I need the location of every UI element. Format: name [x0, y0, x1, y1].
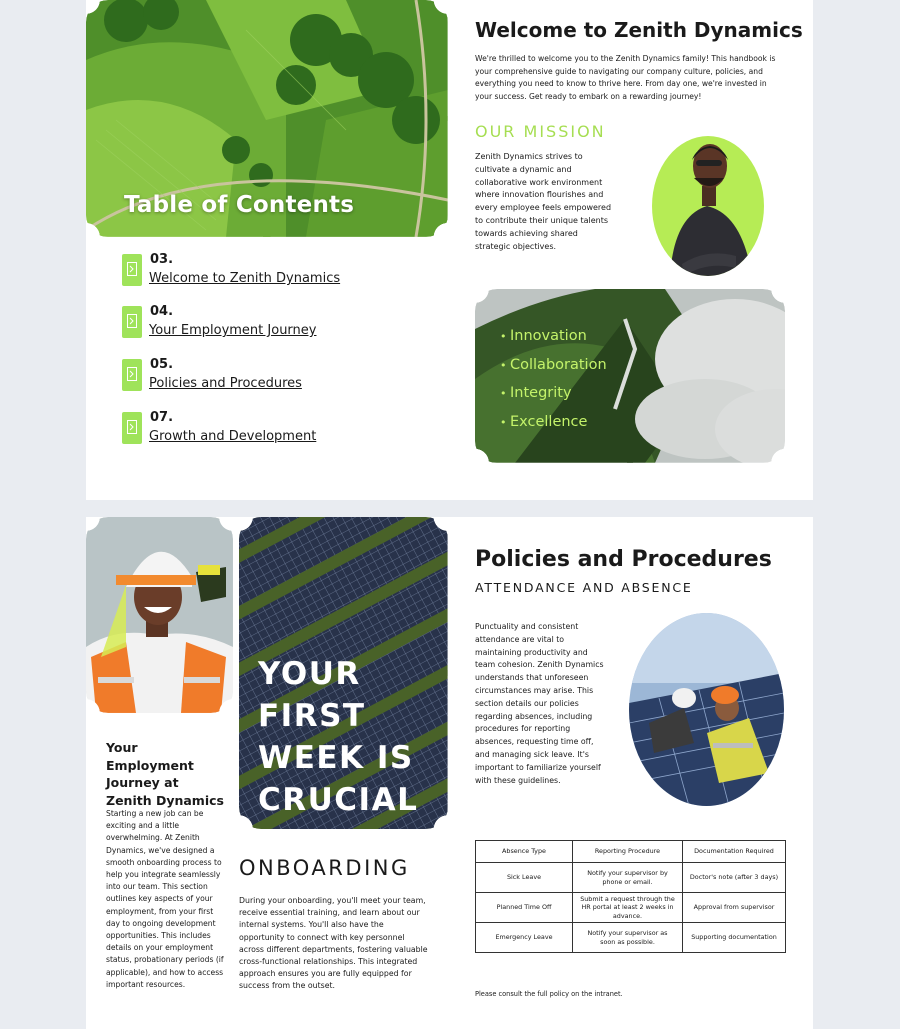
toc-page-number: 04. — [150, 304, 174, 319]
table-cell: Submit a request through the HR portal at least 2 weeks in advance. — [573, 893, 683, 923]
toc-link-label[interactable]: Your Employment Journey — [149, 323, 317, 338]
table-cell: Emergency Leave — [476, 923, 573, 953]
column-header: Documentation Required — [683, 841, 786, 863]
table-cell: Supporting documentation — [683, 923, 786, 953]
table-cell: Approval from supervisor — [683, 893, 786, 923]
first-week-heading: YOUR FIRST WEEK IS CRUCIAL — [258, 656, 419, 818]
absence-policy-table — [475, 840, 786, 953]
toc-entry-employment-journey[interactable] — [122, 304, 422, 344]
page-link-icon — [122, 359, 142, 391]
mission-paragraph: Zenith Dynamics strives to cultivate a dynamic and collaborative work environment where innovation flourishes and every employee feels empowered to contribute their unique talents towards achieving shared strategic objectives. — [475, 152, 612, 251]
toc-title: Table of Contents — [124, 192, 355, 218]
toc-entry-growth[interactable] — [122, 410, 422, 450]
table-cell: Notify your supervisor as soon as possible. — [573, 923, 683, 953]
column-header: Absence Type — [476, 841, 573, 863]
table-row — [476, 893, 786, 923]
welcome-heading: Welcome to Zenith Dynamics — [475, 18, 803, 42]
table-header-row — [476, 841, 786, 863]
company-values-list — [500, 328, 607, 442]
value-item: • Integrity — [500, 385, 607, 414]
intranet-note: Please consult the full policy on the intranet. — [475, 990, 623, 998]
onboarding-paragraph: During your onboarding, you'll meet your team, receive essential training, and learn about our internal systems. You'll also have the opportunity to connect with key personnel across different departments, fostering valuable cross-functional relationships. This integrated approach ensures you are fully equipped for success from the outset. — [239, 896, 428, 991]
toc-page-number: 05. — [150, 357, 174, 372]
page-link-icon — [122, 254, 142, 286]
column-header: Reporting Procedure — [573, 841, 683, 863]
policies-subheading: ATTENDANCE AND ABSENCE — [475, 580, 693, 595]
toc-entry-welcome[interactable] — [122, 252, 422, 292]
toc-link-label[interactable]: Growth and Development — [149, 429, 317, 444]
welcome-paragraph: We're thrilled to welcome you to the Zenith Dynamics family! This handbook is your comprehensive guide to navigating our company culture, policies, and everything you need to know to thrive here. From day one, we're invested in your success. Get ready to embark on a rewarding journey! — [475, 54, 776, 101]
table-cell: Planned Time Off — [476, 893, 573, 923]
table-row — [476, 923, 786, 953]
employment-journey-heading: Your Employment Journey at Zenith Dynamics — [106, 740, 224, 809]
worker-helmet-image — [86, 517, 233, 713]
page-link-icon — [122, 412, 142, 444]
policies-heading: Policies and Procedures — [475, 547, 772, 572]
solar-technicians-image — [629, 613, 784, 806]
value-item: • Excellence — [500, 414, 607, 443]
handbook-page-1 — [86, 0, 813, 500]
toc-page-number: 07. — [150, 410, 174, 425]
page-link-icon — [122, 306, 142, 338]
value-item: • Innovation — [500, 328, 607, 357]
toc-entry-policies[interactable] — [122, 357, 422, 397]
toc-page-number: 03. — [150, 252, 174, 267]
table-row — [476, 863, 786, 893]
toc-link-label[interactable]: Policies and Procedures — [149, 376, 302, 391]
mission-heading: OUR MISSION — [475, 122, 606, 141]
employee-portrait-image — [652, 136, 764, 276]
table-cell: Doctor's note (after 3 days) — [683, 863, 786, 893]
onboarding-heading: ONBOARDING — [239, 856, 410, 880]
policies-paragraph: Punctuality and consistent attendance are vital to maintaining productivity and team cohesion. Zenith Dynamics understands that unforeseen circumstances may arise. This section details our policies regarding absences, including procedures for reporting absences, requesting time off, and managing sick leave. It's important to familiarize yourself with these guidelines. — [475, 622, 604, 785]
employment-journey-paragraph: Starting a new job can be exciting and a little overwhelming. At Zenith Dynamics, we've designed a smooth onboarding process to help you integrate seamlessly into our team. This section outlines key aspects of your employment, from your first day to ongoing development opportunities. This includes details on your employment status, probationary periods (if applicable), and how to access important resources. — [106, 809, 224, 989]
toc-link-label[interactable]: Welcome to Zenith Dynamics — [149, 271, 341, 286]
table-cell: Sick Leave — [476, 863, 573, 893]
handbook-page-2 — [86, 517, 813, 1029]
table-cell: Notify your supervisor by phone or email. — [573, 863, 683, 893]
value-item: • Collaboration — [500, 357, 607, 386]
